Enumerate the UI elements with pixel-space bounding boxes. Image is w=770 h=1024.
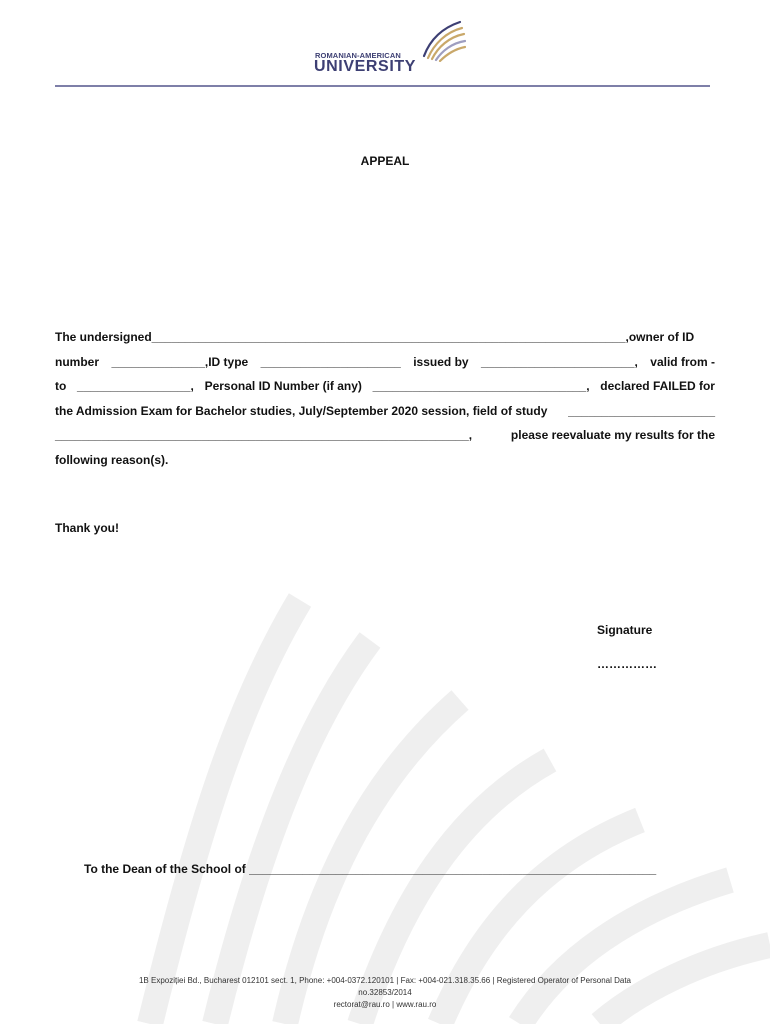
paragraph-line-3 [55,378,715,403]
university-logo [308,16,468,78]
personal-id-label: Personal ID Number (if any) [204,379,362,394]
logo-top-text: ROMANIAN-AMERICAN [315,51,401,60]
paragraph-line-1 [55,329,715,354]
footer-address: 1B Expoziției Bd., Bucharest 012101 sect. 1, Phone: +004-0372.120101 | Fax: +004-021.318.35.66 | Registered Operator of Personal Data [138,976,632,985]
signature-label: Signature [597,623,653,637]
footer-contact: rectorat@rau.ro | www.rau.ro [333,1000,437,1009]
appeal-paragraph [55,329,715,477]
document-title: APPEAL [360,154,410,168]
paragraph-line-2 [55,354,715,379]
id-type-blank: _____________________ [260,354,401,369]
admission-exam-text: the Admission Exam for Bachelor studies, July/September 2020 session, field of study [55,403,548,418]
reasons-text: following reason(s). [55,452,169,467]
footer [40,975,730,1011]
issued-by-label: issued by [413,354,469,369]
valid-to-blank: _________________, [77,379,194,394]
undersigned-text: The undersigned_______________________________________________________________________,owner of ID [55,330,695,344]
valid-from-label: valid from - [650,354,715,369]
id-type-text: ______________,ID type [111,354,249,369]
thank-you-text: Thank you! [55,521,120,535]
reevaluate-text: please reevaluate my results for the [510,428,715,443]
declared-failed-text: declared FAILED for [600,379,715,394]
number-label: number [55,354,100,369]
paragraph-line-5 [55,427,715,452]
paragraph-line-4 [55,403,715,428]
footer-registration: no.32853/2014 [358,988,412,997]
field-of-study-blank: ______________________ [568,403,715,418]
dean-line: To the Dean of the School of _____________________________________________________________ [84,862,657,876]
paragraph-line-6 [55,452,715,477]
wing-logo-icon [420,16,466,62]
personal-id-blank: ________________________________, [372,379,590,394]
to-label: to [55,379,67,394]
header-rule [55,85,710,87]
issued-by-blank: _______________________, [481,354,638,369]
signature-dots: …………… [597,657,657,671]
logo-main-text: UNIVERSITY [314,58,417,75]
field-of-study-blank-cont: ______________________________________________________________, [55,428,473,443]
